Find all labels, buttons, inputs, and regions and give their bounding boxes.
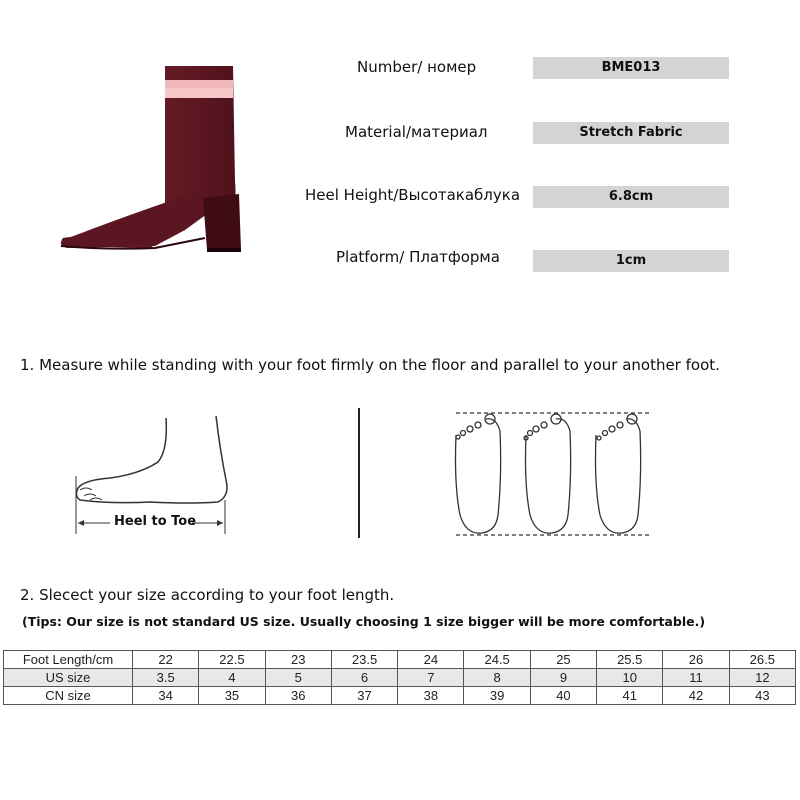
table-cell: 24 <box>398 651 464 669</box>
table-cell: 4 <box>199 669 265 687</box>
table-cell: 26.5 <box>729 651 795 669</box>
table-cell: 22.5 <box>199 651 265 669</box>
boot-product-image <box>55 62 255 254</box>
table-cell: 7 <box>398 669 464 687</box>
table-row <box>4 687 796 705</box>
table-cell: 35 <box>199 687 265 705</box>
table-cell: 40 <box>530 687 596 705</box>
table-cell: 24.5 <box>464 651 530 669</box>
spec-value-heel-height: 6.8cm <box>533 186 729 208</box>
table-cell: 42 <box>663 687 729 705</box>
table-cell: 23.5 <box>331 651 397 669</box>
row-header: Foot Length/cm <box>4 651 133 669</box>
tips-note: (Tips: Our size is not standard US size. Usually choosing 1 size bigger will be more comfortable.) <box>22 614 706 629</box>
step-2-instruction: 2. Slecect your size according to your foot length. <box>20 586 395 604</box>
table-cell: 34 <box>133 687 199 705</box>
table-cell: 9 <box>530 669 596 687</box>
table-cell: 43 <box>729 687 795 705</box>
table-cell: 8 <box>464 669 530 687</box>
spec-label-material: Material/материал <box>345 123 488 141</box>
heel-to-toe-label: Heel to Toe <box>114 514 197 529</box>
table-cell: 12 <box>729 669 795 687</box>
spec-label-number: Number/ номер <box>357 58 477 76</box>
feet-top-view-icon <box>446 405 661 540</box>
row-header: US size <box>4 669 133 687</box>
table-cell: 23 <box>265 651 331 669</box>
table-cell: 37 <box>331 687 397 705</box>
table-cell: 11 <box>663 669 729 687</box>
spec-value-number: BME013 <box>533 57 729 79</box>
table-cell: 41 <box>597 687 663 705</box>
spec-value-platform: 1cm <box>533 250 729 272</box>
table-cell: 5 <box>265 669 331 687</box>
table-cell: 36 <box>265 687 331 705</box>
table-cell: 38 <box>398 687 464 705</box>
table-cell: 22 <box>133 651 199 669</box>
size-table <box>3 650 796 705</box>
table-cell: 25.5 <box>597 651 663 669</box>
spec-label-heel-height: Heel Height/Высотакаблука <box>305 186 521 204</box>
table-cell: 39 <box>464 687 530 705</box>
table-cell: 10 <box>597 669 663 687</box>
table-cell: 6 <box>331 669 397 687</box>
table-cell: 25 <box>530 651 596 669</box>
table-row <box>4 651 796 669</box>
table-cell: 3.5 <box>133 669 199 687</box>
spec-label-platform: Platform/ Платформа <box>336 248 500 266</box>
divider <box>358 408 360 538</box>
step-1-instruction: 1. Measure while standing with your foot firmly on the floor and parallel to your another foot. <box>20 356 720 374</box>
table-cell: 26 <box>663 651 729 669</box>
table-row <box>4 669 796 687</box>
spec-value-material: Stretch Fabric <box>533 122 729 144</box>
row-header: CN size <box>4 687 133 705</box>
